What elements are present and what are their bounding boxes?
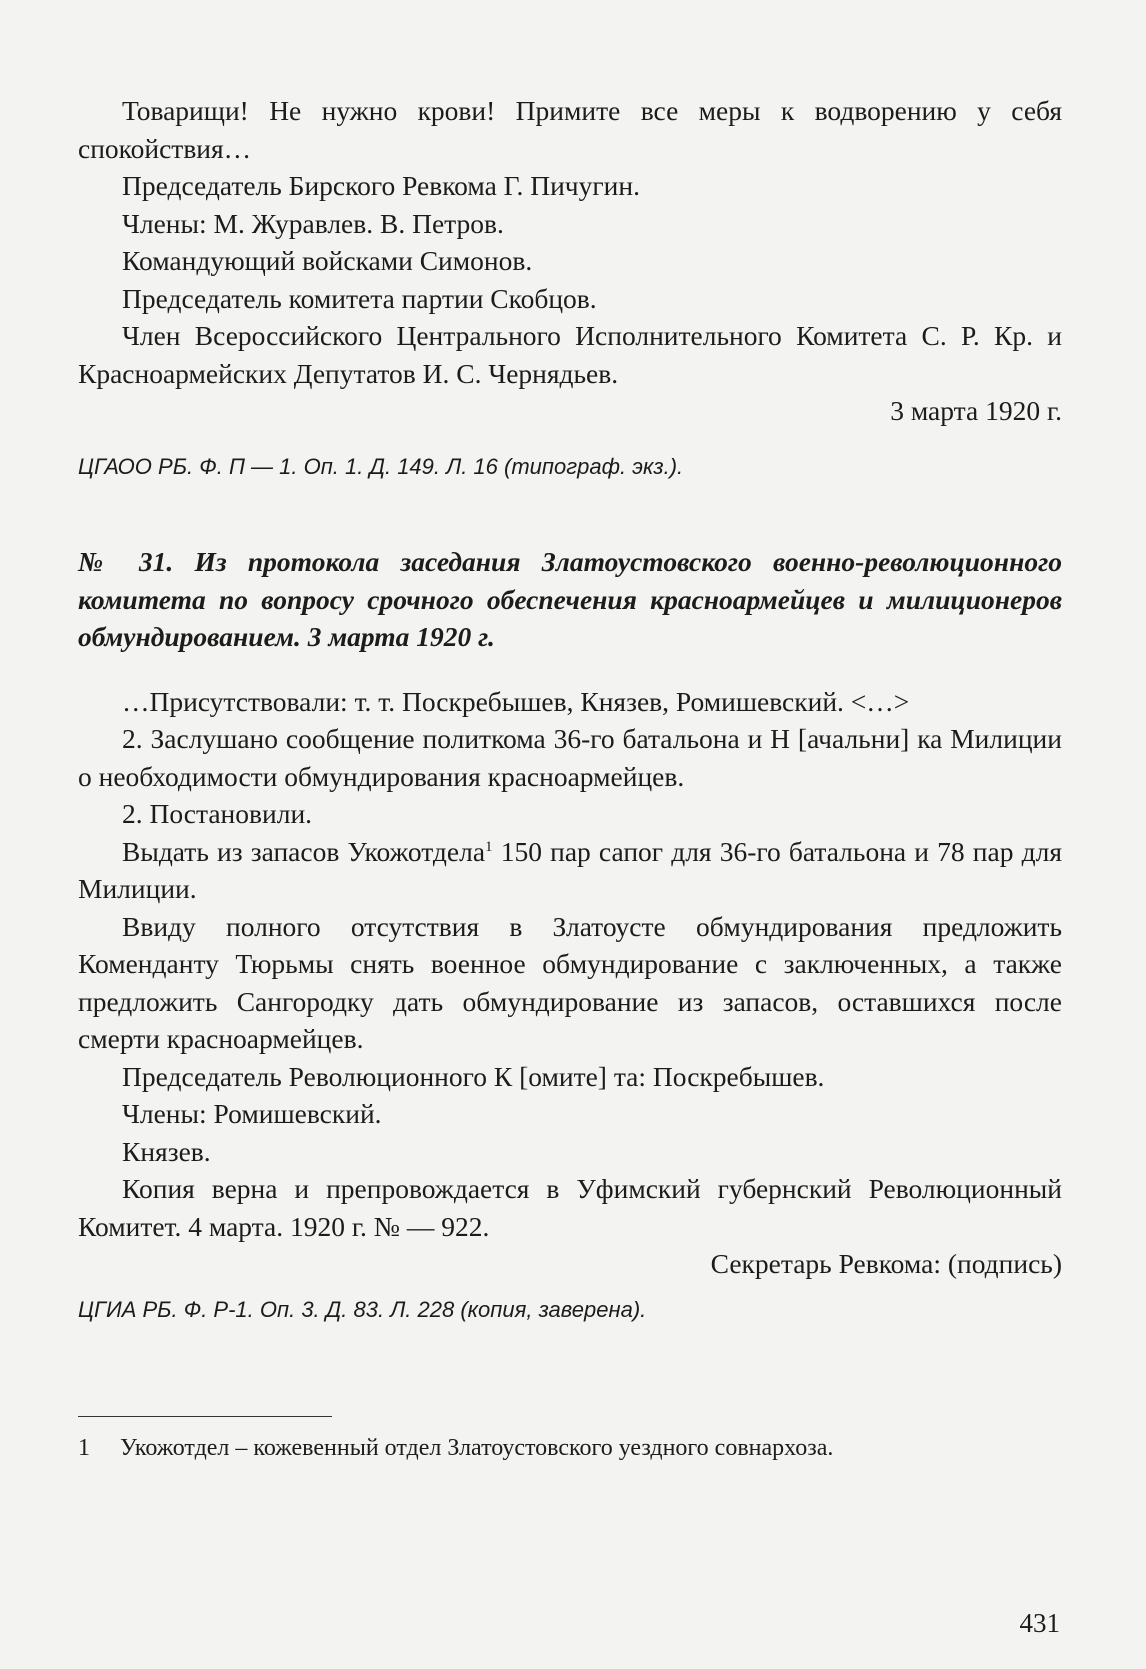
issue-text-end: 150 пар сапог для 36-го батальона и 78 пар для Милиции. <box>78 835 1062 904</box>
heard-paragraph: 2. Заслушано сообщение политкома 36-го батальона и Н [ачальни] ка Милиции о необходимости обмундирования красноармейцев. <box>78 723 1062 792</box>
document-31 <box>78 543 1062 1325</box>
appeal-paragraph: Товарищи! Не нужно крови! Примите все меры к водворению у себя спокойствия… <box>78 95 1062 164</box>
archive-source-reference: ЦГИА РБ. Ф. Р-1. Оп. 3. Д. 83. Л. 228 (копия, заверена). <box>78 1296 647 1322</box>
signature-party-chairman: Председатель комитета партии Скобцов. <box>122 282 597 314</box>
signature-commander: Командующий войсками Симонов. <box>122 245 533 276</box>
archive-source-reference: ЦГАОО РБ. Ф. П — 1. Оп. 1. Д. 149. Л. 16 (типограф. экз.). <box>78 453 684 479</box>
proposal-paragraph: Ввиду полного отсутствия в Златоусте обмундирования предложить Коменданту Тюрьмы снять военное обмундирование с заключенных, а также предложить Сангородку дать обмундирование из запасов, оставшихся после смерти красноармейцев. <box>78 910 1062 1054</box>
previous-document-ending <box>78 92 1062 482</box>
signature-member-2: Князев. <box>122 1135 211 1167</box>
attendees-paragraph: …Присутствовали: т. т. Поскребышев, Князев, Ромишевский. <…> <box>122 685 910 717</box>
resolved-paragraph: 2. Постановили. <box>122 798 313 829</box>
issue-paragraph <box>78 833 1062 908</box>
page-number: 431 <box>1019 1608 1060 1638</box>
copy-note-paragraph: Копия верна и препровождается в Уфимский губернский Революционный Комитет. 4 марта. 1920 г. № — 922. <box>78 1173 1062 1242</box>
signature-vtsik-member: Член Всероссийского Центрального Исполнительного Комитета С. Р. Кр. и Красноармейских Депутатов И. С. Чернядьев. <box>78 320 1062 389</box>
footnote <box>78 1432 1062 1464</box>
document-title: № 31. Из протокола заседания Златоустовского военно-революционного комитета по вопросу срочного обеспечения красноармейцев и милиционеров обмундированием. 3 марта 1920 г. <box>78 546 1062 652</box>
footnote-divider <box>78 1416 332 1417</box>
signature-chairman: Председатель Революционного К [омите] та: Поскребышев. <box>122 1060 825 1092</box>
signature-chairman: Председатель Бирского Ревкома Г. Пичугин. <box>122 170 640 201</box>
issue-text-start: Выдать из запасов Укожотдела <box>122 835 486 867</box>
footnote-number: 1 <box>78 1435 90 1461</box>
document-date: 3 марта 1920 г. <box>890 395 1062 426</box>
footnote-text: Укожотдел – кожевенный отдел Златоустовского уездного совнархоза. <box>120 1435 834 1461</box>
secretary-signature: Секретарь Ревкома: (подпись) <box>710 1248 1062 1279</box>
footnote-marker: 1 <box>485 838 493 855</box>
signature-members: Члены: Ромишевский. <box>122 1098 382 1129</box>
signature-members: Члены: М. Журавлев. В. Петров. <box>122 207 504 239</box>
